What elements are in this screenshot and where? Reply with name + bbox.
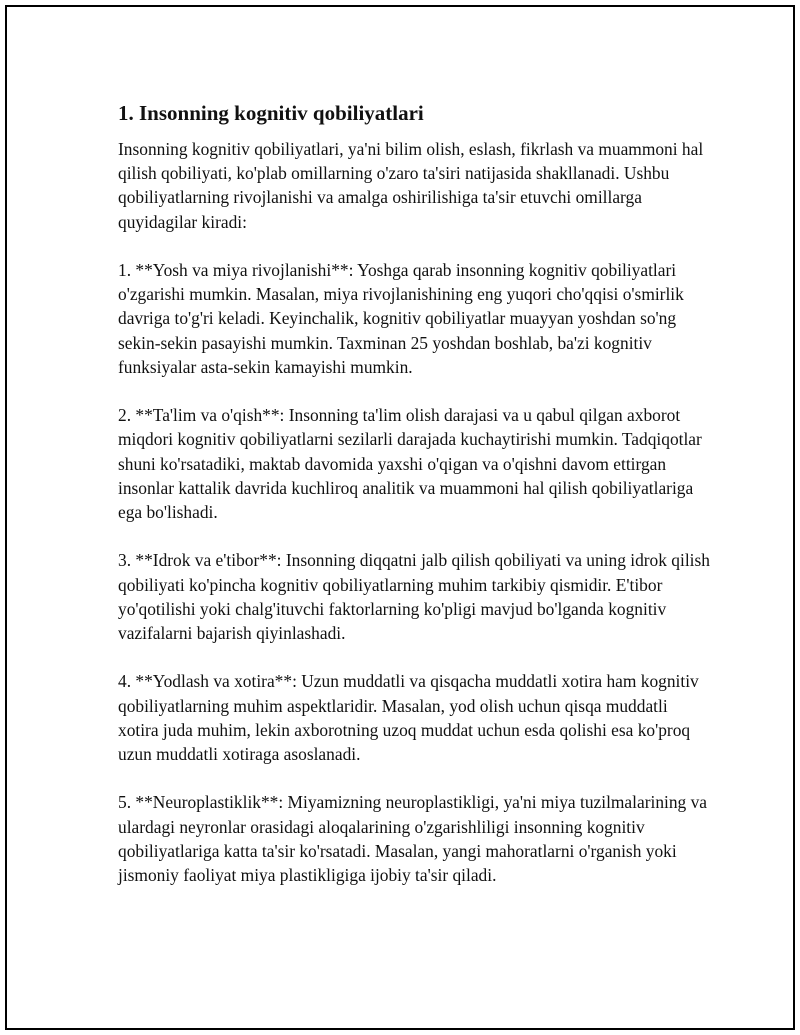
document-body [118, 99, 710, 911]
intro-paragraph: Insonning kognitiv qobiliyatlari, ya'ni bilim olish, eslash, fikrlash va muammoni hal qilish qobiliyati, ko'plab omillarning o'zaro ta'siri natijasida shakllanadi. Ushbu qobiliyatlarning rivojlanishi va amalga oshirilishiga ta'sir etuvchi omillarga quyidagilar kiradi: [118, 139, 704, 232]
page-frame [5, 5, 795, 1030]
paragraph-attention: 3. **Idrok va e'tibor**: Insonning diqqatni jalb qilish qobiliyati va uning idrok qilish qobiliyati ko'pincha kognitiv qobiliyatlarning muhim tarkibiy qismidir. E'tibor yo'qotilishi yoki chalg'ituvchi faktorlarning ko'pligi mavjud bo'lganda kognitiv vazifalarni bajarish qiyinlashadi. [118, 550, 710, 644]
paragraph-neuroplasticity: 5. **Neuroplastiklik**: Miyamizning neuroplastikligi, ya'ni miya tuzilmalarining va ulardagi neyronlar orasidagi aloqalarining o'zgarishliligi insonning kognitiv qobiliyatlariga katta ta'sir ko'rsatadi. Masalan, yangi mahoratlarni o'rganish yoki jismoniy faoliyat miya plastikligiga ijobiy ta'sir qiladi. [118, 792, 707, 886]
paragraph-education: 2. **Ta'lim va o'qish**: Insonning ta'lim olish darajasi va u qabul qilgan axborot miqdori kognitiv qobiliyatlarni sezilarli darajada kuchaytirishi mumkin. Tadqiqotlar shuni ko'rsatadiki, maktab davomida yaxshi o'qigan va o'qishni davom ettirgan insonlar kattalik davrida kuchliroq analitik va muammoni hal qilish qobiliyatlariga ega bo'lishadi. [118, 405, 702, 523]
paragraph-age-brain: 1. **Yosh va miya rivojlanishi**: Yoshga qarab insonning kognitiv qobiliyatlari o'zgarishi mumkin. Masalan, miya rivojlanishining eng yuqori cho'qqisi o'smirlik davriga to'g'ri keladi. Keyinchalik, kognitiv qobiliyatlar muayyan yoshdan so'ng sekin-sekin pasayishi mumkin. Taxminan 25 yoshdan boshlab, ba'zi kognitiv funksiyalar asta-sekin kamayishi mumkin. [118, 260, 684, 377]
section-heading: 1. Insonning kognitiv qobiliyatlari [118, 101, 424, 125]
paragraph-memory: 4. **Yodlash va xotira**: Uzun muddatli va qisqacha muddatli xotira ham kognitiv qobiliyatlarning muhim aspektlaridir. Masalan, yod olish uchun qisqa muddatli xotira juda muhim, lekin axborotning uzoq muddat uchun esda qolishi esa ko'proq uzun muddatli xotiraga asoslanadi. [118, 671, 699, 765]
